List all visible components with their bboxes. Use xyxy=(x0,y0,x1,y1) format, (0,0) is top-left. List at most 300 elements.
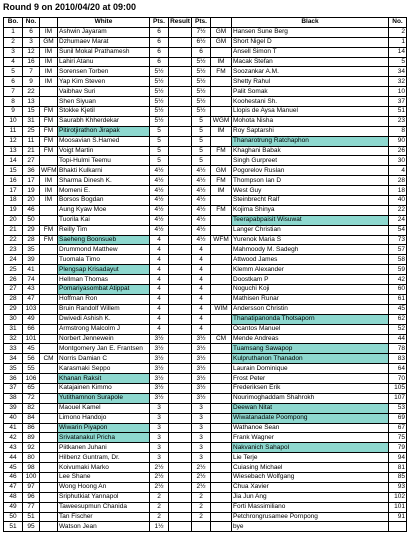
result-cell xyxy=(169,37,192,47)
white-name-cell: Katajainen Kimmo xyxy=(58,383,150,393)
result-cell xyxy=(169,146,192,156)
board-cell: 18 xyxy=(4,196,23,206)
black-title-cell xyxy=(211,314,232,324)
black-number-cell: 1 xyxy=(389,37,407,47)
board-cell: 28 xyxy=(4,294,23,304)
table-row xyxy=(4,413,407,423)
white-name-cell: Watson Jean xyxy=(58,522,150,532)
white-points-cell: 3½ xyxy=(150,344,169,354)
white-number-cell: 9 xyxy=(23,77,40,87)
white-name-cell: Dzhumaev Marat xyxy=(58,37,150,47)
black-title-cell: GM xyxy=(211,37,232,47)
white-points-cell: 2 xyxy=(150,512,169,522)
black-title-cell xyxy=(211,344,232,354)
board-cell: 24 xyxy=(4,255,23,265)
result-cell xyxy=(169,433,192,443)
white-name-cell: Sunil Mokal Prathamesh xyxy=(58,47,150,57)
black-number-cell: 64 xyxy=(389,364,407,374)
black-name-cell: Mahmoody M. Sadegh xyxy=(232,245,389,255)
white-points-cell: 5 xyxy=(150,146,169,156)
black-title-cell xyxy=(211,215,232,225)
white-number-cell: 16 xyxy=(23,57,40,67)
black-title-cell xyxy=(211,47,232,57)
white-number-cell: 12 xyxy=(23,47,40,57)
board-cell: 16 xyxy=(4,176,23,186)
board-cell: 21 xyxy=(4,225,23,235)
result-cell xyxy=(169,87,192,97)
table-row xyxy=(4,304,407,314)
black-number-cell: 67 xyxy=(389,423,407,433)
white-title-cell: IM xyxy=(40,67,58,77)
result-cell xyxy=(169,116,192,126)
result-cell xyxy=(169,522,192,532)
result-cell xyxy=(169,423,192,433)
white-title-cell xyxy=(40,285,58,295)
white-title-cell xyxy=(40,393,58,403)
white-name-cell: Pomariyasombat Atippat xyxy=(58,285,150,295)
white-number-cell: 15 xyxy=(23,107,40,117)
board-cell: 23 xyxy=(4,245,23,255)
white-name-cell: Taweesupmun Chanida xyxy=(58,502,150,512)
board-cell: 40 xyxy=(4,413,23,423)
white-name-cell: Sharma Dinesh K. xyxy=(58,176,150,186)
black-title-cell xyxy=(211,383,232,393)
black-title-cell xyxy=(211,107,232,117)
result-cell xyxy=(169,304,192,314)
board-cell: 47 xyxy=(4,482,23,492)
white-points-cell: 3 xyxy=(150,413,169,423)
white-name-cell: Reilly Tim xyxy=(58,225,150,235)
result-cell xyxy=(169,225,192,235)
black-number-cell: 32 xyxy=(389,77,407,87)
white-name-cell: Ashwin Jayaram xyxy=(58,27,150,37)
board-cell: 38 xyxy=(4,393,23,403)
black-number-cell: 2 xyxy=(389,27,407,37)
white-number-cell: 77 xyxy=(23,502,40,512)
black-name-cell: Short Nigel D xyxy=(232,37,389,47)
table-row xyxy=(4,196,407,206)
result-cell xyxy=(169,245,192,255)
white-points-cell: 3½ xyxy=(150,393,169,403)
black-title-cell xyxy=(211,453,232,463)
black-title-cell xyxy=(211,463,232,473)
white-title-cell xyxy=(40,245,58,255)
table-row xyxy=(4,215,407,225)
white-points-cell: 3½ xyxy=(150,354,169,364)
black-number-cell: 22 xyxy=(389,205,407,215)
white-name-cell: Armstrong Malcolm J xyxy=(58,324,150,334)
white-name-cell: Drummond Matthew xyxy=(58,245,150,255)
white-points-cell: 4½ xyxy=(150,205,169,215)
white-points-cell: 4 xyxy=(150,245,169,255)
result-cell xyxy=(169,324,192,334)
board-cell: 41 xyxy=(4,423,23,433)
header-white-number: No. xyxy=(23,18,40,28)
black-title-cell: IM xyxy=(211,126,232,136)
black-number-cell: 44 xyxy=(389,334,407,344)
white-number-cell: 13 xyxy=(23,97,40,107)
black-number-cell: 18 xyxy=(389,186,407,196)
white-points-cell: 6 xyxy=(150,47,169,57)
black-points-cell: 2½ xyxy=(192,463,211,473)
white-number-cell: 17 xyxy=(23,176,40,186)
white-number-cell: 50 xyxy=(23,215,40,225)
white-number-cell: 29 xyxy=(23,225,40,235)
board-cell: 33 xyxy=(4,344,23,354)
table-row xyxy=(4,265,407,275)
black-name-cell: Palit Somak xyxy=(232,87,389,97)
board-cell: 14 xyxy=(4,156,23,166)
white-number-cell: 65 xyxy=(23,383,40,393)
black-points-cell: 4½ xyxy=(192,225,211,235)
black-name-cell: Tuamsang Sawapop xyxy=(232,344,389,354)
white-name-cell: Shen Siyuan xyxy=(58,97,150,107)
black-points-cell: 4½ xyxy=(192,235,211,245)
black-points-cell: 6 xyxy=(192,47,211,57)
white-points-cell: 4½ xyxy=(150,186,169,196)
black-number-cell: 83 xyxy=(389,354,407,364)
white-number-cell: 39 xyxy=(23,255,40,265)
table-row xyxy=(4,67,407,77)
white-title-cell: FM xyxy=(40,225,58,235)
black-number-cell: 79 xyxy=(389,443,407,453)
black-title-cell xyxy=(211,364,232,374)
result-cell xyxy=(169,285,192,295)
black-title-cell xyxy=(211,512,232,522)
black-points-cell: 5 xyxy=(192,146,211,156)
black-title-cell xyxy=(211,502,232,512)
white-number-cell: 84 xyxy=(23,413,40,423)
black-points-cell: 3½ xyxy=(192,334,211,344)
table-header-row xyxy=(4,18,407,28)
white-title-cell xyxy=(40,383,58,393)
board-cell: 2 xyxy=(4,37,23,47)
table-row xyxy=(4,403,407,413)
white-name-cell: Wiwarin Piyapon xyxy=(58,423,150,433)
white-points-cell: 4 xyxy=(150,275,169,285)
black-title-cell xyxy=(211,423,232,433)
black-name-cell: Jia Jun Ang xyxy=(232,492,389,502)
result-cell xyxy=(169,294,192,304)
white-points-cell: 3½ xyxy=(150,334,169,344)
table-row xyxy=(4,245,407,255)
white-title-cell: IM xyxy=(40,57,58,67)
table-row xyxy=(4,235,407,245)
result-cell xyxy=(169,156,192,166)
table-row xyxy=(4,443,407,453)
white-number-cell: 51 xyxy=(23,512,40,522)
black-points-cell: 2½ xyxy=(192,472,211,482)
white-number-cell: 45 xyxy=(23,344,40,354)
result-cell xyxy=(169,205,192,215)
white-points-cell: 4½ xyxy=(150,196,169,206)
white-name-cell: Khanan Raksit xyxy=(58,374,150,384)
white-number-cell: 86 xyxy=(23,423,40,433)
table-row xyxy=(4,87,407,97)
black-points-cell: 3 xyxy=(192,423,211,433)
black-points-cell: 4 xyxy=(192,304,211,314)
result-cell xyxy=(169,275,192,285)
table-row xyxy=(4,334,407,344)
black-number-cell: 70 xyxy=(389,374,407,384)
white-title-cell xyxy=(40,324,58,334)
black-name-cell: Forti Massimiliano xyxy=(232,502,389,512)
black-number-cell: 8 xyxy=(389,126,407,136)
white-points-cell: 4 xyxy=(150,324,169,334)
black-number-cell: 51 xyxy=(389,107,407,117)
white-title-cell xyxy=(40,453,58,463)
black-name-cell: Teerapabpaisit Wisuwat xyxy=(232,215,389,225)
white-points-cell: 2½ xyxy=(150,463,169,473)
white-points-cell: 5½ xyxy=(150,87,169,97)
black-number-cell: 57 xyxy=(389,245,407,255)
black-points-cell: 3½ xyxy=(192,383,211,393)
white-points-cell: 5½ xyxy=(150,116,169,126)
black-number-cell: 58 xyxy=(389,255,407,265)
white-title-cell xyxy=(40,463,58,473)
white-number-cell: 100 xyxy=(23,472,40,482)
black-points-cell: 5 xyxy=(192,116,211,126)
black-points-cell: 3½ xyxy=(192,393,211,403)
white-title-cell xyxy=(40,482,58,492)
white-points-cell: 3½ xyxy=(150,383,169,393)
black-number-cell: 54 xyxy=(389,225,407,235)
black-name-cell: Pogorelov Ruslan xyxy=(232,166,389,176)
result-cell xyxy=(169,235,192,245)
table-row xyxy=(4,354,407,364)
black-points-cell: 3 xyxy=(192,453,211,463)
white-number-cell: 103 xyxy=(23,304,40,314)
black-title-cell: CM xyxy=(211,334,232,344)
table-row xyxy=(4,393,407,403)
black-points-cell: 4 xyxy=(192,285,211,295)
black-name-cell: Roy Saptarshi xyxy=(232,126,389,136)
result-cell xyxy=(169,255,192,265)
board-cell: 17 xyxy=(4,186,23,196)
result-cell xyxy=(169,393,192,403)
black-name-cell: Steinbrecht Ralf xyxy=(232,196,389,206)
result-cell xyxy=(169,364,192,374)
black-name-cell: Chua Xavier xyxy=(232,482,389,492)
white-title-cell: FM xyxy=(40,146,58,156)
white-name-cell: Karasmaki Seppo xyxy=(58,364,150,374)
table-row xyxy=(4,116,407,126)
white-title-cell xyxy=(40,344,58,354)
white-name-cell: Momeni E. xyxy=(58,186,150,196)
result-cell xyxy=(169,126,192,136)
white-number-cell: 46 xyxy=(23,205,40,215)
table-row xyxy=(4,294,407,304)
white-name-cell: Moosavian S.Hamed xyxy=(58,136,150,146)
board-cell: 42 xyxy=(4,433,23,443)
black-number-cell: 10 xyxy=(389,87,407,97)
black-points-cell: 3½ xyxy=(192,374,211,384)
black-title-cell: IM xyxy=(211,57,232,67)
black-number-cell xyxy=(389,522,407,532)
black-title-cell xyxy=(211,265,232,275)
white-name-cell: Borsos Bogdan xyxy=(58,196,150,206)
white-number-cell: 55 xyxy=(23,364,40,374)
white-name-cell: Tuorila Kai xyxy=(58,215,150,225)
white-name-cell: Sorensen Torben xyxy=(58,67,150,77)
black-points-cell: 7½ xyxy=(192,27,211,37)
black-title-cell xyxy=(211,522,232,532)
result-cell xyxy=(169,265,192,275)
black-number-cell: 26 xyxy=(389,146,407,156)
black-number-cell: 69 xyxy=(389,413,407,423)
result-cell xyxy=(169,403,192,413)
white-number-cell: 80 xyxy=(23,453,40,463)
black-title-cell: WGM xyxy=(211,116,232,126)
white-number-cell: 72 xyxy=(23,393,40,403)
black-name-cell: Doostkam P xyxy=(232,275,389,285)
board-cell: 32 xyxy=(4,334,23,344)
white-title-cell xyxy=(40,492,58,502)
header-board: Bo. xyxy=(4,18,23,28)
white-number-cell: 6 xyxy=(23,27,40,37)
header-white-title xyxy=(40,18,58,28)
black-title-cell: WFM xyxy=(211,235,232,245)
white-title-cell: IM xyxy=(40,186,58,196)
white-title-cell: IM xyxy=(40,176,58,186)
white-name-cell: Tan Fischer xyxy=(58,512,150,522)
black-title-cell xyxy=(211,245,232,255)
black-name-cell: Singh Gurpreet xyxy=(232,156,389,166)
white-title-cell: WFM xyxy=(41,166,57,174)
white-points-cell: 3 xyxy=(150,443,169,453)
black-title-cell xyxy=(211,87,232,97)
board-cell: 4 xyxy=(4,57,23,67)
white-name-cell: Yutithamnon Surapole xyxy=(58,393,150,403)
table-row xyxy=(4,97,407,107)
white-points-cell: 3 xyxy=(150,423,169,433)
board-cell: 11 xyxy=(4,126,23,136)
table-row xyxy=(4,482,407,492)
table-row xyxy=(4,255,407,265)
white-title-cell: GM xyxy=(40,37,58,47)
table-row xyxy=(4,146,407,156)
black-number-cell: 93 xyxy=(389,482,407,492)
white-title-cell xyxy=(40,304,58,314)
black-points-cell: 4½ xyxy=(192,166,211,176)
white-name-cell: Norbert Jennewein xyxy=(58,334,150,344)
black-title-cell: FM xyxy=(211,67,232,77)
black-number-cell: 42 xyxy=(389,275,407,285)
result-cell xyxy=(169,383,192,393)
white-number-cell: 74 xyxy=(23,275,40,285)
black-name-cell: Mohota Nisha xyxy=(232,116,389,126)
black-points-cell xyxy=(192,522,211,532)
white-title-cell xyxy=(40,275,58,285)
white-number-cell: 92 xyxy=(23,443,40,453)
table-row xyxy=(4,166,407,176)
header-black-name: Black xyxy=(232,18,389,28)
white-name-cell: Hilbenz Guntram, Dr. xyxy=(58,453,150,463)
black-name-cell: Klemm Alexander xyxy=(232,265,389,275)
board-cell: 48 xyxy=(4,492,23,502)
black-points-cell: 5 xyxy=(192,156,211,166)
black-number-cell: 91 xyxy=(389,512,407,522)
black-name-cell: Attwood James xyxy=(232,255,389,265)
black-name-cell: Llopis de Aysa Manuel xyxy=(232,107,389,117)
black-number-cell: 61 xyxy=(389,294,407,304)
white-points-cell: 2½ xyxy=(150,482,169,492)
white-name-cell: Topi-Hulmi Teemu xyxy=(58,156,150,166)
black-points-cell: 3 xyxy=(192,403,211,413)
round-title: Round 9 on 2010/04/20 at 09:00 xyxy=(3,2,137,12)
black-number-cell: 23 xyxy=(389,116,407,126)
header-result: Result xyxy=(170,18,190,26)
white-name-cell: Koivumaki Marko xyxy=(58,463,150,473)
white-title-cell: CM xyxy=(40,354,58,364)
board-cell: 49 xyxy=(4,502,23,512)
table-row xyxy=(4,472,407,482)
board-cell: 8 xyxy=(4,97,23,107)
white-name-cell: Bhakti Kulkarni xyxy=(58,166,150,176)
white-points-cell: 5½ xyxy=(150,97,169,107)
black-name-cell: Petchrongrusamee Pornpong xyxy=(232,512,389,522)
black-title-cell: IM xyxy=(211,186,232,196)
white-title-cell xyxy=(40,255,58,265)
white-name-cell: Srivatanakul Pricha xyxy=(58,433,150,443)
table-row xyxy=(4,364,407,374)
table-row xyxy=(4,522,407,532)
white-points-cell: 6 xyxy=(150,57,169,67)
board-cell: 36 xyxy=(4,374,23,384)
board-cell: 19 xyxy=(4,205,23,215)
white-name-cell: Saurabh Khherdekar xyxy=(58,116,150,126)
black-name-cell: Soozankar A.M. xyxy=(232,67,389,77)
white-number-cell: 106 xyxy=(23,374,40,384)
white-number-cell: 49 xyxy=(23,314,40,324)
white-points-cell: 4½ xyxy=(150,176,169,186)
black-title-cell xyxy=(211,285,232,295)
black-number-cell: 75 xyxy=(389,433,407,443)
black-name-cell: Khaghani Babak xyxy=(232,146,389,156)
header-black-title xyxy=(211,18,232,28)
table-row xyxy=(4,126,407,136)
white-name-cell: Limono Handojo xyxy=(58,413,150,423)
white-title-cell: IM xyxy=(40,77,58,87)
white-points-cell: 4 xyxy=(150,304,169,314)
white-title-cell: FM xyxy=(40,235,58,245)
table-row xyxy=(4,463,407,473)
black-name-cell: Wathanoe Sean xyxy=(232,423,389,433)
white-points-cell: 5½ xyxy=(150,107,169,117)
white-title-cell xyxy=(40,205,58,215)
black-name-cell: Frost Peter xyxy=(232,374,389,384)
white-title-cell xyxy=(40,334,58,344)
black-name-cell: Frederiksen Erik xyxy=(232,383,389,393)
result-cell xyxy=(169,186,192,196)
board-cell: 26 xyxy=(4,275,23,285)
black-points-cell: 5½ xyxy=(192,77,211,87)
result-cell xyxy=(169,136,192,146)
black-number-cell: 90 xyxy=(389,136,407,146)
black-name-cell: Thanarotrung Ratchaphon xyxy=(232,136,389,146)
table-row xyxy=(4,47,407,57)
white-title-cell: FM xyxy=(40,107,58,117)
white-title-cell xyxy=(40,374,58,384)
black-name-cell: Frank Wagner xyxy=(232,433,389,443)
board-cell: 5 xyxy=(4,67,23,77)
board-cell: 12 xyxy=(4,136,23,146)
black-number-cell: 85 xyxy=(389,472,407,482)
white-points-cell: 4 xyxy=(150,235,169,245)
white-number-cell: 28 xyxy=(23,235,40,245)
board-cell: 7 xyxy=(4,87,23,97)
board-cell: 25 xyxy=(4,265,23,275)
